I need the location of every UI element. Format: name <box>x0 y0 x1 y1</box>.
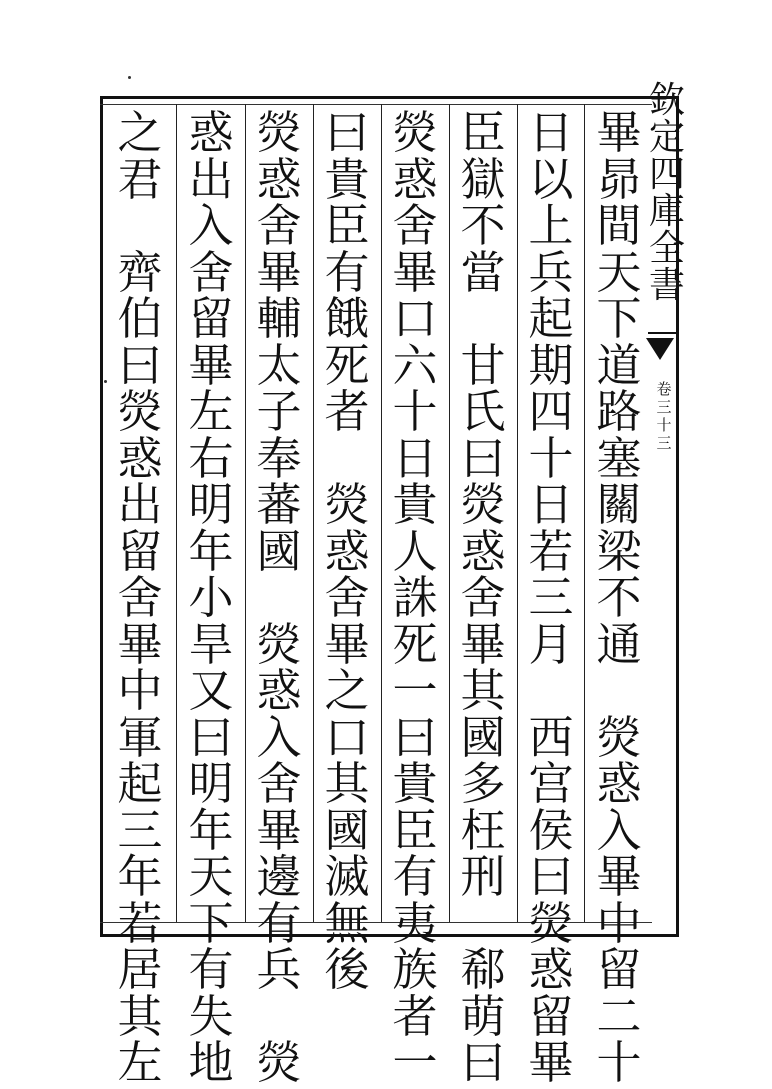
column-char: 宫 <box>528 757 574 810</box>
column-char: 熒 <box>460 478 506 531</box>
column-char <box>252 575 306 622</box>
column-char: 熒 <box>596 710 642 764</box>
text-column-7 <box>184 106 238 1089</box>
book-title-char: 定 <box>649 117 686 158</box>
column-char: 有 <box>392 850 438 903</box>
column-char: 熒 <box>256 617 302 671</box>
volume-char: 三 <box>656 398 672 416</box>
column-char: 路 <box>596 385 642 438</box>
column-char: 舍 <box>188 245 234 299</box>
column-char: 若 <box>528 524 574 578</box>
column-char: 國 <box>324 803 370 857</box>
text-column-8 <box>113 106 167 1089</box>
column-char: 無 <box>324 896 370 950</box>
column-char: 臣 <box>460 106 506 159</box>
column-char: 獄 <box>460 152 506 206</box>
column-char: 十 <box>528 431 574 485</box>
volume-char: 十 <box>656 416 672 434</box>
column-char: 有 <box>324 245 370 299</box>
column-char: 曰 <box>324 106 370 159</box>
text-column-4 <box>388 106 442 1089</box>
column-char: 留 <box>188 292 234 345</box>
column-char: 舍 <box>324 571 370 624</box>
column-char: 曰 <box>117 338 163 392</box>
column-char: 國 <box>256 524 302 578</box>
column-char: 不 <box>460 199 506 252</box>
column-char: 一 <box>392 664 438 717</box>
column-char: 其 <box>324 757 370 810</box>
column-char: 口 <box>324 710 370 764</box>
volume-char: 三 <box>656 434 672 452</box>
column-char: 後 <box>324 943 370 996</box>
column-char: 甘 <box>460 338 506 392</box>
column-char: 以 <box>528 152 574 206</box>
book-title-char: 欽 <box>649 80 686 121</box>
column-rule <box>176 104 177 922</box>
column-char: 夷 <box>392 896 438 950</box>
column-char: 年 <box>188 524 234 578</box>
column-char: 小 <box>188 571 234 624</box>
column-char: 留 <box>596 943 642 996</box>
fishtail-icon <box>646 338 674 360</box>
column-char: 又 <box>188 664 234 717</box>
column-char: 四 <box>528 385 574 438</box>
column-char: 入 <box>256 710 302 764</box>
column-char: 十 <box>596 1036 642 1089</box>
column-char: 道 <box>596 338 642 392</box>
column-char: 舍 <box>117 571 163 624</box>
column-char: 地 <box>188 1036 234 1089</box>
column-char: 刑 <box>460 850 506 903</box>
column-char: 太 <box>256 338 302 392</box>
column-char: 明 <box>188 757 234 810</box>
volume-number <box>654 380 674 452</box>
column-char: 入 <box>596 803 642 857</box>
column-char: 侯 <box>528 803 574 857</box>
fishtail-rule <box>648 332 678 334</box>
column-char: 貴 <box>392 757 438 810</box>
column-char: 下 <box>188 896 234 950</box>
book-title-char: 全 <box>649 228 686 269</box>
column-char: 起 <box>117 757 163 810</box>
column-char: 輔 <box>256 292 302 345</box>
column-char: 舍 <box>256 199 302 252</box>
column-char: 邊 <box>256 850 302 903</box>
column-char: 不 <box>596 571 642 624</box>
column-char: 之 <box>117 106 163 159</box>
book-title-char: 庫 <box>649 191 686 232</box>
column-char: 六 <box>392 338 438 392</box>
column-char: 其 <box>117 989 163 1043</box>
column-char: 口 <box>392 292 438 345</box>
column-char <box>456 296 510 343</box>
column-char: 軍 <box>117 710 163 764</box>
column-char: 惑 <box>256 152 302 206</box>
column-char: 出 <box>188 152 234 206</box>
column-char: 舍 <box>392 199 438 252</box>
column-char: 旱 <box>188 617 234 671</box>
column-char: 子 <box>256 385 302 438</box>
column-char: 惑 <box>460 524 506 578</box>
column-char: 上 <box>528 199 574 252</box>
column-char: 西 <box>528 710 574 764</box>
column-char: 畢 <box>256 803 302 857</box>
column-char: 中 <box>117 664 163 717</box>
column-char <box>320 436 374 483</box>
column-char: 惑 <box>256 664 302 717</box>
column-char: 郗 <box>460 943 506 996</box>
column-char: 枉 <box>460 803 506 857</box>
column-char: 熒 <box>117 385 163 438</box>
column-char: 多 <box>460 757 506 810</box>
column-char: 居 <box>117 943 163 996</box>
column-char: 熒 <box>324 478 370 531</box>
scan-speck <box>128 76 131 79</box>
column-char: 出 <box>117 478 163 531</box>
column-char: 兵 <box>528 245 574 299</box>
column-char: 失 <box>188 989 234 1043</box>
column-char: 當 <box>460 245 506 299</box>
column-char: 昴 <box>596 152 642 206</box>
column-char: 十 <box>392 385 438 438</box>
column-char: 畢 <box>324 617 370 671</box>
scan-speck <box>104 380 107 383</box>
column-char: 一 <box>392 1036 438 1089</box>
column-char: 奉 <box>256 431 302 485</box>
text-column-3 <box>456 106 510 1089</box>
column-char: 熒 <box>256 106 302 159</box>
column-char: 通 <box>596 617 642 671</box>
column-char: 若 <box>117 896 163 950</box>
column-char: 者 <box>392 989 438 1043</box>
column-char: 熒 <box>256 1036 302 1089</box>
column-char: 臣 <box>392 803 438 857</box>
column-char: 蕃 <box>256 478 302 531</box>
column-char: 畢 <box>528 1036 574 1089</box>
column-char: 死 <box>392 617 438 671</box>
column-char <box>113 203 167 250</box>
book-title-char: 書 <box>649 265 686 306</box>
column-char: 兵 <box>256 943 302 996</box>
column-char: 臣 <box>324 199 370 252</box>
column-char: 起 <box>528 292 574 345</box>
column-rule <box>449 104 450 922</box>
column-char: 惑 <box>188 106 234 159</box>
column-char: 舍 <box>256 757 302 810</box>
volume-char: 卷 <box>656 380 672 398</box>
column-char: 年 <box>117 850 163 903</box>
column-char: 有 <box>188 943 234 996</box>
column-char: 齊 <box>117 245 163 299</box>
column-char: 畢 <box>256 245 302 299</box>
column-rule <box>381 104 382 922</box>
column-char: 明 <box>188 478 234 531</box>
column-char: 左 <box>188 385 234 438</box>
column-char: 萌 <box>460 989 506 1043</box>
column-char: 塞 <box>596 431 642 485</box>
column-char: 三 <box>528 571 574 624</box>
column-char: 關 <box>596 478 642 531</box>
column-char: 誅 <box>392 571 438 624</box>
column-char <box>252 994 306 1041</box>
column-char: 日 <box>528 106 574 159</box>
column-char: 曰 <box>528 850 574 903</box>
text-column-6 <box>252 106 306 1089</box>
column-rule <box>517 104 518 922</box>
column-char: 氏 <box>460 385 506 438</box>
column-char: 日 <box>528 478 574 531</box>
column-char: 族 <box>392 943 438 996</box>
column-char: 三 <box>117 803 163 857</box>
column-char: 之 <box>324 664 370 717</box>
column-char <box>456 901 510 948</box>
column-char: 留 <box>117 524 163 578</box>
column-char: 惑 <box>596 757 642 810</box>
text-column-5 <box>320 106 374 996</box>
column-char: 惑 <box>528 943 574 996</box>
column-char: 其 <box>460 664 506 717</box>
column-rule <box>245 104 246 922</box>
column-char: 畢 <box>460 617 506 671</box>
column-char: 期 <box>528 338 574 392</box>
column-char: 熒 <box>392 106 438 159</box>
column-char: 畢 <box>188 338 234 392</box>
column-char: 餓 <box>324 292 370 345</box>
column-char: 熒 <box>528 896 574 950</box>
column-rule <box>313 104 314 922</box>
column-char: 曰 <box>460 1036 506 1089</box>
column-char: 惑 <box>117 431 163 485</box>
column-char: 惑 <box>324 524 370 578</box>
text-column-2 <box>524 106 578 1089</box>
column-char: 年 <box>188 803 234 857</box>
column-char: 曰 <box>392 710 438 764</box>
column-char: 畢 <box>596 850 642 903</box>
column-char: 下 <box>596 292 642 345</box>
column-char: 間 <box>596 199 642 252</box>
book-title <box>649 80 686 306</box>
column-char: 貴 <box>392 478 438 531</box>
column-char: 伯 <box>117 292 163 345</box>
column-char <box>592 668 646 715</box>
column-char: 留 <box>528 989 574 1043</box>
column-char: 曰 <box>460 431 506 485</box>
column-char: 畢 <box>596 106 642 159</box>
column-char: 者 <box>324 385 370 438</box>
column-char: 二 <box>596 989 642 1043</box>
column-char: 君 <box>117 152 163 206</box>
column-char: 惑 <box>392 152 438 206</box>
column-char: 入 <box>188 199 234 252</box>
column-char: 貴 <box>324 152 370 206</box>
column-char: 滅 <box>324 850 370 903</box>
book-title-char: 四 <box>649 154 686 195</box>
text-column-1 <box>592 106 646 1089</box>
column-rule <box>584 104 585 922</box>
column-char: 人 <box>392 524 438 578</box>
column-char: 畢 <box>117 617 163 671</box>
column-char: 月 <box>528 617 574 671</box>
column-char: 畢 <box>392 245 438 299</box>
column-char: 中 <box>596 896 642 950</box>
column-char: 左 <box>117 1036 163 1089</box>
frame-top-rule <box>100 104 652 105</box>
column-char: 舍 <box>460 571 506 624</box>
column-char: 曰 <box>188 710 234 764</box>
column-char: 死 <box>324 338 370 392</box>
column-char: 天 <box>188 850 234 903</box>
column-char: 有 <box>256 896 302 950</box>
column-char: 梁 <box>596 524 642 578</box>
column-char: 國 <box>460 710 506 764</box>
column-char: 日 <box>392 431 438 485</box>
column-char: 天 <box>596 245 642 299</box>
column-char: 右 <box>188 431 234 485</box>
column-char <box>524 668 578 715</box>
